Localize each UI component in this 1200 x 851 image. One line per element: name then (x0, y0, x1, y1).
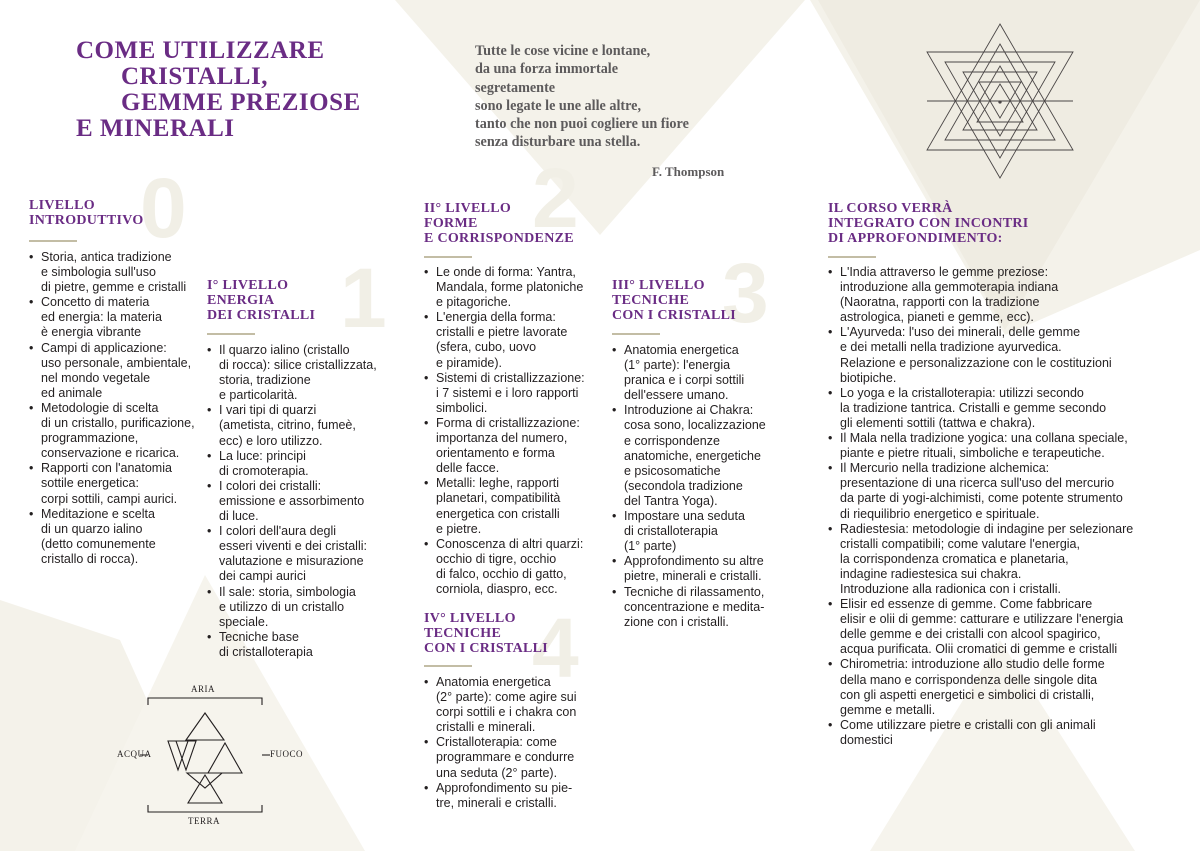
heading-line: LIVELLO (29, 198, 95, 213)
heading-line: DEI CRISTALLI (207, 308, 316, 323)
title-line: CRISTALLI, (121, 63, 268, 90)
list-item: • Anatomia energetica (1° parte): l'energia pranica e i corpi sottili dell'essere umano. (612, 343, 802, 403)
level-number-0: 0 (140, 161, 187, 255)
list-item: • Sistemi di cristallizzazione: i 7 sistemi e i loro rapporti simbolici. (424, 371, 609, 416)
list-item: • Le onde di forma: Yantra, Mandala, forme platoniche e pitagoriche. (424, 265, 609, 310)
heading-level-1 (207, 278, 315, 323)
list-item: • Approfondimento su pie- tre, minerali e cristalli. (424, 781, 609, 811)
list-item: • Metalli: leghe, rapporti planetari, compatibilità energetica con cristalli e pietre. (424, 476, 609, 536)
quote-author: F. Thompson (652, 164, 725, 179)
heading-line: IV° LIVELLO (424, 611, 516, 626)
list-item: • I colori dell'aura degli esseri viventi e dei cristalli: valutazione e misurazione dei campi aurici (207, 524, 397, 584)
element-label-top: ARIA (191, 684, 215, 694)
list-item: • Il Mercurio nella tradizione alchemica: presentazione di una ricerca sull'uso del mercurio da parte di yogi-alchimisti, come potente strumento di riequilibrio energetico e spirituale. (828, 461, 1168, 521)
quote-line: da una forza immortale (475, 61, 619, 78)
element-label-right: FUOCO (270, 749, 304, 759)
quote-line: sono legate le une alle altre, (475, 97, 642, 114)
list-course (828, 265, 1168, 748)
list-level-0 (29, 250, 204, 567)
list-item: • Meditazione e scelta di un quarzo ialino (detto comunemente cristallo di rocca). (29, 507, 204, 567)
heading-line: CON I CRISTALLI (612, 308, 737, 323)
list-item: • Concetto di materia ed energia: la materia è energia vibrante (29, 295, 204, 340)
list-item: • Anatomia energetica (2° parte): come agire sui corpi sottili e i chakra con cristalli e minerali. (424, 675, 609, 735)
list-item: • Approfondimento su altre pietre, minerali e cristalli. (612, 554, 802, 584)
heading-line: DI APPROFONDIMENTO: (828, 231, 1003, 246)
level-number-1: 1 (340, 251, 387, 345)
divider (828, 256, 876, 258)
list-level-1 (207, 343, 397, 660)
heading-line: INTEGRATO CON INCONTRI (828, 216, 1029, 231)
list-item: • Campi di applicazione: uso personale, ambientale, nel mondo vegetale ed animale (29, 341, 204, 401)
divider (29, 240, 77, 242)
heading-line: II° LIVELLO (424, 201, 512, 216)
heading-line: E CORRISPONDENZE (424, 231, 574, 246)
list-level-3 (612, 343, 802, 630)
quote-line: Tutte le cose vicine e lontane, (475, 43, 651, 59)
divider (207, 333, 255, 335)
divider (424, 665, 472, 667)
list-item: • L'energia della forma: cristalli e pietre lavorate (sfera, cubo, uovo e piramide). (424, 310, 609, 370)
list-item: • Il Mala nella tradizione yogica: una collana speciale, piante e pietre rituali, simboliche e terapeutiche. (828, 431, 1168, 461)
level-number-4: 4 (532, 601, 579, 695)
heading-line: TECNICHE (612, 293, 690, 308)
heading-line: ENERGIA (207, 293, 275, 308)
list-item: • I vari tipi di quarzi (ametista, citrino, fumeè, ecc) e loro utilizzo. (207, 403, 397, 448)
list-item: • Conoscenza di altri quarzi: occhio di tigre, occhio di falco, occhio di gatto, corniola, diaspro, ecc. (424, 537, 609, 597)
heading-line: CON I CRISTALLI (424, 641, 549, 656)
heading-line: INTRODUTTIVO (29, 213, 144, 228)
list-item: • Chirometria: introduzione allo studio delle forme della mano e corrispondenza delle singole dita con gli aspetti energetici e simbolici di cristalli, gemme e metalli. (828, 657, 1168, 717)
list-item: • L'India attraverso le gemme preziose: introduzione alla gemmoterapia indiana (Naoratna, rapporti con la tradizione astrologica, pianeti e gemme, ecc). (828, 265, 1168, 325)
heading-course (828, 201, 1029, 246)
list-item: • Lo yoga e la cristalloterapia: utilizzi secondo la tradizione tantrica. Cristalli e gemme secondo gli elementi sottili (tattwa e chakra). (828, 386, 1168, 431)
list-level-4 (424, 675, 609, 811)
list-item: • L'Ayurveda: l'uso dei minerali, delle gemme e dei metalli nella tradizione ayurvedica. Relazione e personalizzazione con le costituzioni biotipiche. (828, 325, 1168, 385)
yantra-icon (925, 22, 1075, 180)
list-item: • Il sale: storia, simbologia e utilizzo di un cristallo speciale. (207, 585, 397, 630)
level-number-3: 3 (722, 246, 769, 340)
quote (475, 42, 689, 152)
list-item: • Come utilizzare pietre e cristalli con gli animali domestici (828, 718, 1168, 748)
heading-line: TECNICHE (424, 626, 502, 641)
heading-line: I° LIVELLO (207, 278, 289, 293)
list-item: • Tecniche base di cristalloterapia (207, 630, 397, 660)
divider (612, 333, 660, 335)
title-line: COME UTILIZZARE (76, 37, 325, 64)
list-item: • Il quarzo ialino (cristallo di rocca): silice cristallizzata, storia, tradizione e particolarità. (207, 343, 397, 403)
list-item: • Storia, antica tradizione e simbologia sull'uso di pietre, gemme e cristalli (29, 250, 204, 295)
list-level-2 (424, 265, 609, 597)
list-item: • Radiestesia: metodologie di indagine per selezionare cristalli compatibili; come valutare l'energia, la corrispondenza cromatica e planetaria, indagine radiestesica sui chakra. Introduzione alla radionica con i cristalli. (828, 522, 1168, 597)
page-title (76, 38, 361, 142)
divider (424, 256, 472, 258)
list-item: • Introduzione ai Chakra: cosa sono, localizzazione e corrispondenze anatomiche, energetiche e psicosomatiche (secondola tradizione del Tantra Yoga). (612, 403, 802, 509)
heading-level-4 (424, 611, 548, 656)
heading-line: FORME (424, 216, 478, 231)
heading-line: III° LIVELLO (612, 278, 705, 293)
heading-line: IL CORSO VERRÀ (828, 201, 953, 216)
list-item: • Cristalloterapia: come programmare e condurre una seduta (2° parte). (424, 735, 609, 780)
level-number-2: 2 (532, 151, 579, 245)
heading-level-3 (612, 278, 736, 323)
element-label-bottom: TERRA (188, 816, 221, 826)
quote-line: tanto che non puoi cogliere un fiore (475, 116, 689, 133)
list-item: • Metodologie di scelta di un cristallo, purificazione, programmazione, conservazione e ricarica. (29, 401, 204, 461)
title-line: GEMME PREZIOSE (121, 89, 361, 116)
element-label-left: ACQUA (117, 749, 152, 759)
list-item: • Elisir ed essenze di gemme. Come fabbricare elisir e olii di gemme: catturare e utilizzare l'energia delle gemme e dei cristalli con alcool spagirico, acqua purificata. Olii cromatici di gemme e cristalli (828, 597, 1168, 657)
heading-level-0 (29, 198, 144, 228)
list-item: • Rapporti con l'anatomia sottile energetica: corpi sottili, campi aurici. (29, 461, 204, 506)
quote-line: senza disturbare una stella. (475, 134, 641, 151)
list-item: • Impostare una seduta di cristalloterapia (1° parte) (612, 509, 802, 554)
quote-line: segretamente (475, 79, 556, 96)
title-line: E MINERALI (76, 115, 235, 142)
list-item: • I colori dei cristalli: emissione e assorbimento di luce. (207, 479, 397, 524)
elements-diagram-icon (140, 695, 270, 815)
list-item: • Forma di cristallizzazione: importanza del numero, orientamento e forma delle facce. (424, 416, 609, 476)
list-item: • La luce: principi di cromoterapia. (207, 449, 397, 479)
list-item: • Tecniche di rilassamento, concentrazione e medita- zione con i cristalli. (612, 585, 802, 630)
heading-level-2 (424, 201, 574, 246)
